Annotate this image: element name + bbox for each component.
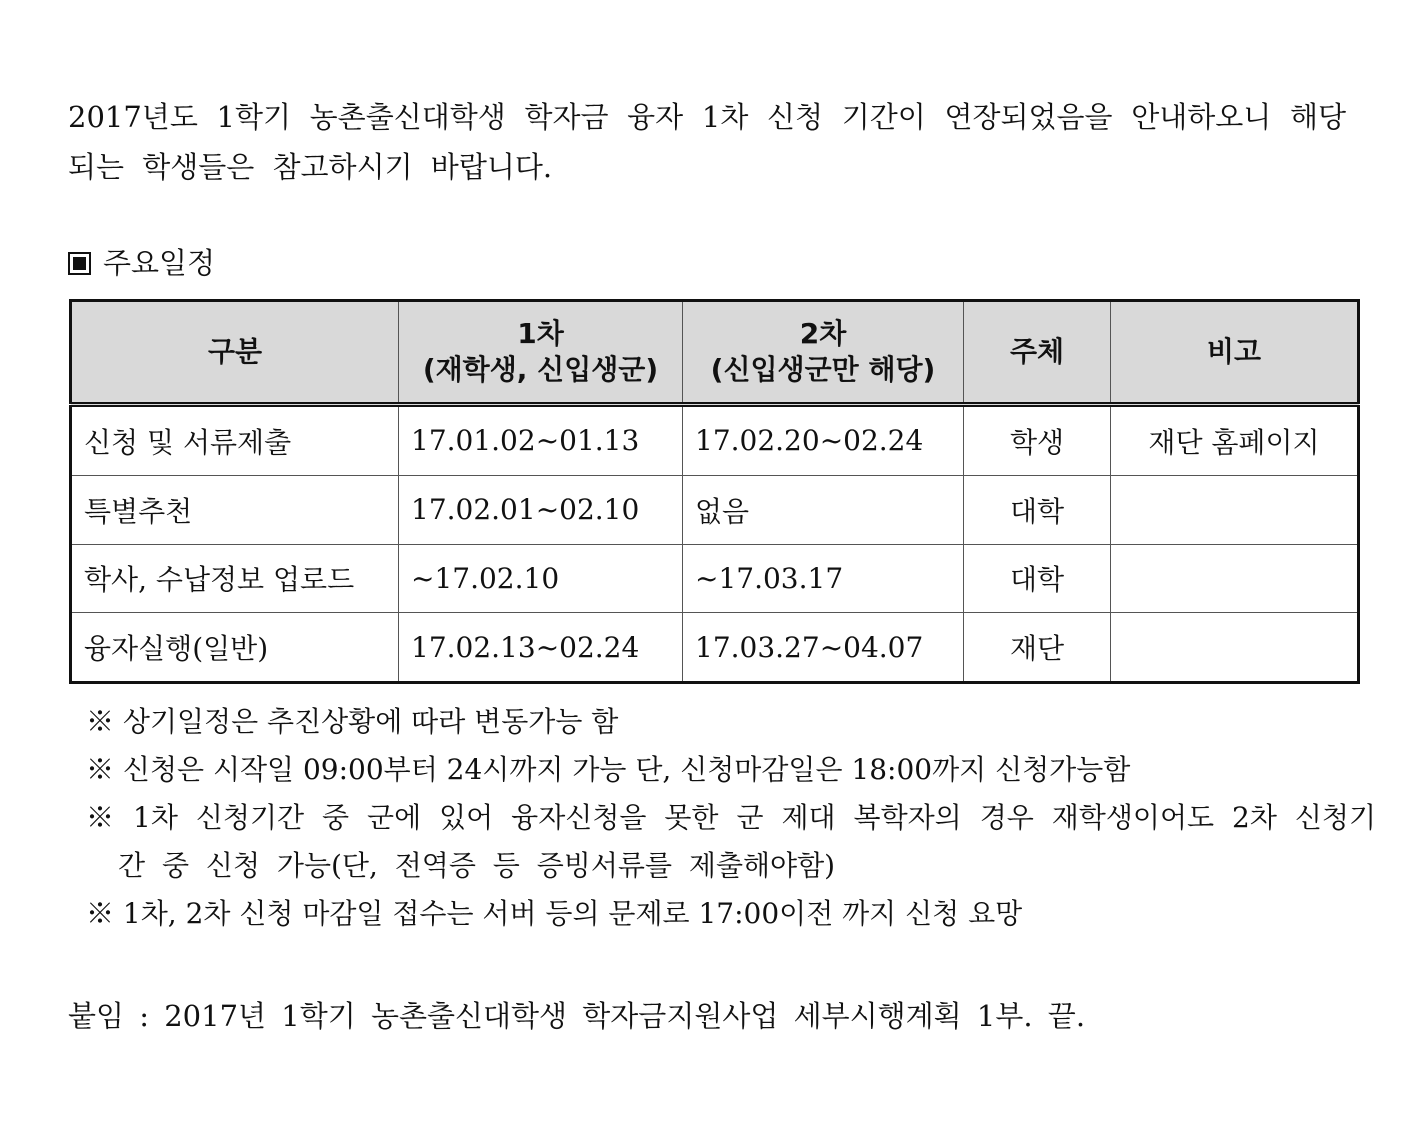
header-second-round-sub: (신입생군만 해당) xyxy=(710,353,936,386)
section-title: 주요일정 xyxy=(103,246,216,280)
schedule-table xyxy=(69,299,1360,684)
cell-second-round: 없음 xyxy=(683,475,964,544)
header-first-round-sub: (재학생, 신입생군) xyxy=(422,353,659,386)
header-category: 구분 xyxy=(71,301,399,405)
cell-note: 재단 홈페이지 xyxy=(1111,405,1359,476)
table-row xyxy=(71,405,1359,476)
table-row xyxy=(71,544,1359,613)
cell-subject: 재단 xyxy=(964,613,1111,683)
cell-note xyxy=(1111,475,1359,544)
header-note: 비고 xyxy=(1111,301,1359,405)
section-heading xyxy=(68,243,215,283)
header-first-round xyxy=(399,301,683,405)
cell-category: 융자실행(일반) xyxy=(71,613,399,683)
cell-subject: 학생 xyxy=(964,405,1111,476)
intro-paragraph: 2017년도 1학기 농촌출신대학생 학자금 융자 1차 신청 기간이 연장되었음을 안내하오니 해당되는 학생들은 참고하시기 바랍니다. xyxy=(68,100,1346,184)
table-row xyxy=(71,613,1359,683)
cell-first-round: 17.01.02~01.13 xyxy=(399,405,683,476)
cell-second-round: ~17.03.17 xyxy=(683,544,964,613)
cell-first-round: 17.02.01~02.10 xyxy=(399,475,683,544)
header-second-round-title: 2차 xyxy=(799,317,847,350)
cell-second-round: 17.03.27~04.07 xyxy=(683,613,964,683)
note-item: ※ 신청은 시작일 09:00부터 24시까지 가능 단, 신청마감일은 18:00까지 신청가능함 xyxy=(86,753,1131,786)
cell-first-round: ~17.02.10 xyxy=(399,544,683,613)
cell-subject: 대학 xyxy=(964,475,1111,544)
note-item: ※ 1차 신청기간 중 군에 있어 융자신청을 못한 군 제대 복학자의 경우 재학생이어도 2차 신청기간 중 신청 가능(단, 전역증 등 증빙서류를 제출해야함) xyxy=(86,801,1376,882)
table-header-row xyxy=(71,301,1359,405)
header-first-round-title: 1차 xyxy=(517,317,564,350)
cell-category: 신청 및 서류제출 xyxy=(71,405,399,476)
attachment-line: 붙임 : 2017년 1학기 농촌출신대학생 학자금지원사업 세부시행계획 1부. 끝. xyxy=(68,999,1086,1033)
notes-list xyxy=(86,698,1376,938)
cell-second-round: 17.02.20~02.24 xyxy=(683,405,964,476)
note-item: ※ 상기일정은 추진상황에 따라 변동가능 함 xyxy=(86,705,619,738)
header-second-round xyxy=(683,301,964,405)
cell-note xyxy=(1111,613,1359,683)
header-subject: 주체 xyxy=(964,301,1111,405)
note-item: ※ 1차, 2차 신청 마감일 접수는 서버 등의 문제로 17:00이전 까지 신청 요망 xyxy=(86,897,1023,930)
cell-note xyxy=(1111,544,1359,613)
cell-first-round: 17.02.13~02.24 xyxy=(399,613,683,683)
cell-category: 학사, 수납정보 업로드 xyxy=(71,544,399,613)
square-bullet-icon xyxy=(68,252,91,275)
cell-category: 특별추천 xyxy=(71,475,399,544)
cell-subject: 대학 xyxy=(964,544,1111,613)
table-row xyxy=(71,475,1359,544)
